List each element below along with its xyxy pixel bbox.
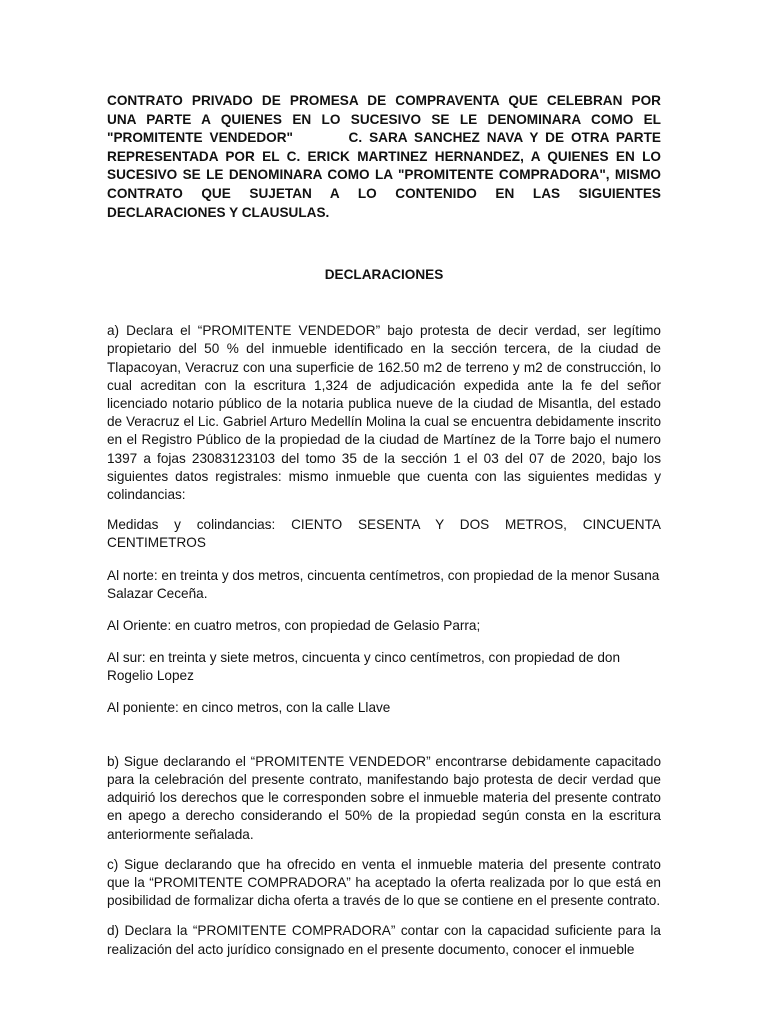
- title-line: DECLARACIONES Y CLAUSULAS.: [107, 204, 330, 220]
- boundary-east: Al Oriente: en cuatro metros, con propiedad de Gelasio Parra;: [107, 618, 481, 633]
- measurements-line: CENTIMETROS: [107, 535, 206, 551]
- contract-title: [107, 92, 661, 222]
- measurements-line: Medidas y colindancias: CIENTO SESENTA Y DOS METROS, CINCUENTA: [107, 517, 661, 533]
- declaration-b: b) Sigue declarando el “PROMITENTE VENDEDOR” encontrarse debidamente capacitado para la celebración del presente contrato, manifestando bajo protesta de decir verdad que adquirió los derechos que le corresponden sobre el inmueble materia del presente contrato en apego a derecho considerando el 50% de la propiedad según consta en la escritura anteriormente señalada.: [107, 753, 661, 842]
- declaration-c: c) Sigue declarando que ha ofrecido en venta el inmueble materia del presente contrato que la “PROMITENTE COMPRADORA” ha aceptado la oferta realizada por lo que está en posibilidad de formalizar dicha oferta a través de lo que se contiene en el presente contrato.: [107, 856, 661, 909]
- title-line: SUCESIVO SE LE DENOMINARA COMO LA "PROMITENTE COMPRADORA", MISMO: [107, 167, 661, 183]
- boundary-north: Al norte: en treinta y dos metros, cincuenta centímetros, con propiedad de la menor Susana Salazar Ceceña.: [107, 567, 660, 601]
- title-line: "PROMITENTE VENDEDOR" C. SARA SANCHEZ NAVA Y DE OTRA PARTE: [107, 130, 661, 146]
- title-line: UNA PARTE A QUIENES EN LO SUCESIVO SE LE DENOMINARA COMO EL: [107, 111, 661, 127]
- section-heading-declaraciones: DECLARACIONES: [324, 267, 444, 283]
- title-line: CONTRATO QUE SUJETAN A LO CONTENIDO EN LAS SIGUIENTES: [107, 185, 661, 201]
- boundary-west: Al poniente: en cinco metros, con la calle Llave: [107, 699, 391, 715]
- title-line: REPRESENTADA POR EL C. ERICK MARTINEZ HERNANDEZ, A QUIENES EN LO: [107, 148, 661, 164]
- declaration-a: a) Declara el “PROMITENTE VENDEDOR” bajo protesta de decir verdad, ser legítimo propietario del 50 % del inmueble identificado en la sección tercera, de la ciudad de Tlapacoyan, Veracruz con una superficie de 162.50 m2 de terreno y m2 de construcción, lo cual acreditan con la escritura 1,324 de adjudicación expedida ante la fe del señor licenciado notario público de la notaria publica nueve de la ciudad de Misantla, del estado de Veracruz el Lic. Gabriel Arturo Medellín Molina la cual se encuentra debidamente inscrito en el Registro Público de la propiedad de la ciudad de Martínez de la Torre bajo el numero 1397 a fojas 23083123103 del tomo 35 de la sección 1 el 03 del 07 de 2020, bajo los siguientes datos registrales: mismo inmueble que cuenta con las siguientes medidas y colindancias:: [107, 323, 661, 502]
- boundary-south: Al sur: en treinta y siete metros, cincuenta y cinco centímetros, con propiedad de don Rogelio Lopez: [107, 650, 621, 684]
- title-line: CONTRATO PRIVADO DE PROMESA DE COMPRAVENTA QUE CELEBRAN POR: [107, 93, 661, 108]
- measurements-paragraph: [107, 516, 661, 552]
- declaration-d: d) Declara la “PROMITENTE COMPRADORA” contar con la capacidad suficiente para la realización del acto jurídico consignado en el presente documento, conocer el inmueble: [107, 923, 661, 957]
